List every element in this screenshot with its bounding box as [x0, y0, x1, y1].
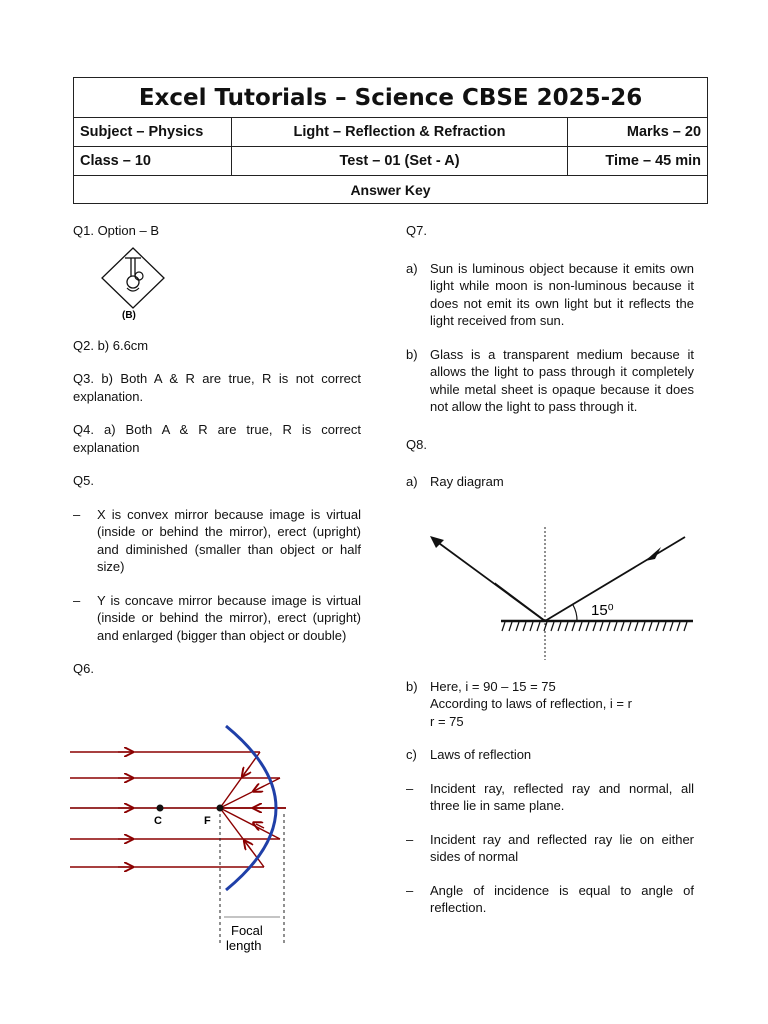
item-mark: a) [406, 260, 418, 276]
focal-label-2: length [226, 938, 262, 953]
subject-cell: Subject – Physics [74, 118, 232, 147]
time-cell: Time – 45 min [568, 147, 708, 176]
item-mark: c) [406, 747, 417, 762]
q8-ray-diagram-label: Ray diagram [430, 474, 504, 489]
q2-answer: Q2. b) 6.6cm [73, 337, 149, 353]
class-cell: Class – 10 [74, 147, 232, 176]
page-title: Excel Tutorials – Science CBSE 2025-26 [74, 78, 708, 118]
law-2: Incident ray and reflected ray lie on either sides of normal [430, 831, 694, 864]
law-3: Angle of incidence is equal to angle of reflection. [430, 882, 694, 915]
point-c [157, 805, 164, 812]
q8b-line-3: r = 75 [430, 713, 464, 729]
list-item [406, 346, 694, 416]
q8b-line-1: Here, i = 90 – 15 = 75 [430, 678, 556, 694]
dash: – [406, 780, 414, 796]
q5-item-x: X is convex mirror because image is virtual (inside or behind the mirror), erect (upright) and diminished (smaller than object or half size) [97, 506, 361, 574]
answer-key-heading: Answer Key [74, 176, 708, 204]
q1-figure-label: (B) [122, 309, 136, 320]
list-item [406, 678, 694, 731]
q3-answer: Q3. b) Both A & R are true, R is not correct explanation. [73, 371, 361, 404]
dash: – [73, 592, 81, 608]
q6-heading: Q6. [73, 661, 94, 676]
q8b-line-2: According to laws of reflection, i = r [430, 696, 632, 711]
q4-answer: Q4. a) Both A & R are true, R is correct explanation [73, 422, 361, 455]
point-f [217, 805, 224, 812]
left-column [73, 222, 361, 678]
label-c: C [154, 815, 162, 827]
q5-item-y: Y is concave mirror because image is virtual (inside or behind the mirror), erect (upright) and enlarged (bigger than object or double) [97, 592, 361, 643]
item-mark: b) [406, 346, 418, 362]
law-1: Incident ray, reflected ray and normal, all three lie in same plane. [430, 780, 694, 813]
list-item [406, 882, 694, 917]
dash: – [406, 882, 414, 898]
dash: – [406, 831, 414, 847]
list-item [406, 831, 694, 866]
q5-heading: Q5. [73, 473, 94, 488]
q7-heading: Q7. [406, 223, 427, 238]
list-item [406, 473, 694, 491]
angle-label: 15⁰ [591, 602, 614, 619]
list-item [406, 260, 694, 330]
incident-ray [545, 537, 685, 621]
item-mark: b) [406, 678, 418, 694]
dash: – [73, 506, 81, 522]
item-mark: a) [406, 474, 418, 489]
q7-item-b: Glass is a transparent medium because it allows the light to pass through it completely while metal sheet is opaque because it does not allow the light to pass through it. [430, 346, 694, 414]
q8c-text: Laws of reflection [430, 747, 532, 762]
chapter-cell: Light – Reflection & Refraction [232, 118, 568, 147]
header-table [73, 77, 708, 204]
test-cell: Test – 01 (Set - A) [232, 147, 568, 176]
reflected-ray [420, 530, 550, 625]
list-item [73, 506, 361, 576]
q1-figure [101, 246, 201, 320]
list-item [73, 592, 361, 645]
q8-heading: Q8. [406, 436, 427, 452]
label-f: F [204, 815, 211, 827]
concave-mirror-diagram [68, 722, 308, 957]
list-item [406, 780, 694, 815]
q1-answer: Q1. Option – B [73, 223, 159, 238]
list-item [406, 746, 694, 764]
q7-item-a: Sun is luminous object because it emits own light while moon is non-luminous because it does not emit its own light but it reflects the light received from sun. [430, 260, 694, 328]
marks-cell: Marks – 20 [568, 118, 708, 147]
focal-label-1: Focal [231, 923, 263, 938]
incident-arrow [645, 547, 661, 561]
